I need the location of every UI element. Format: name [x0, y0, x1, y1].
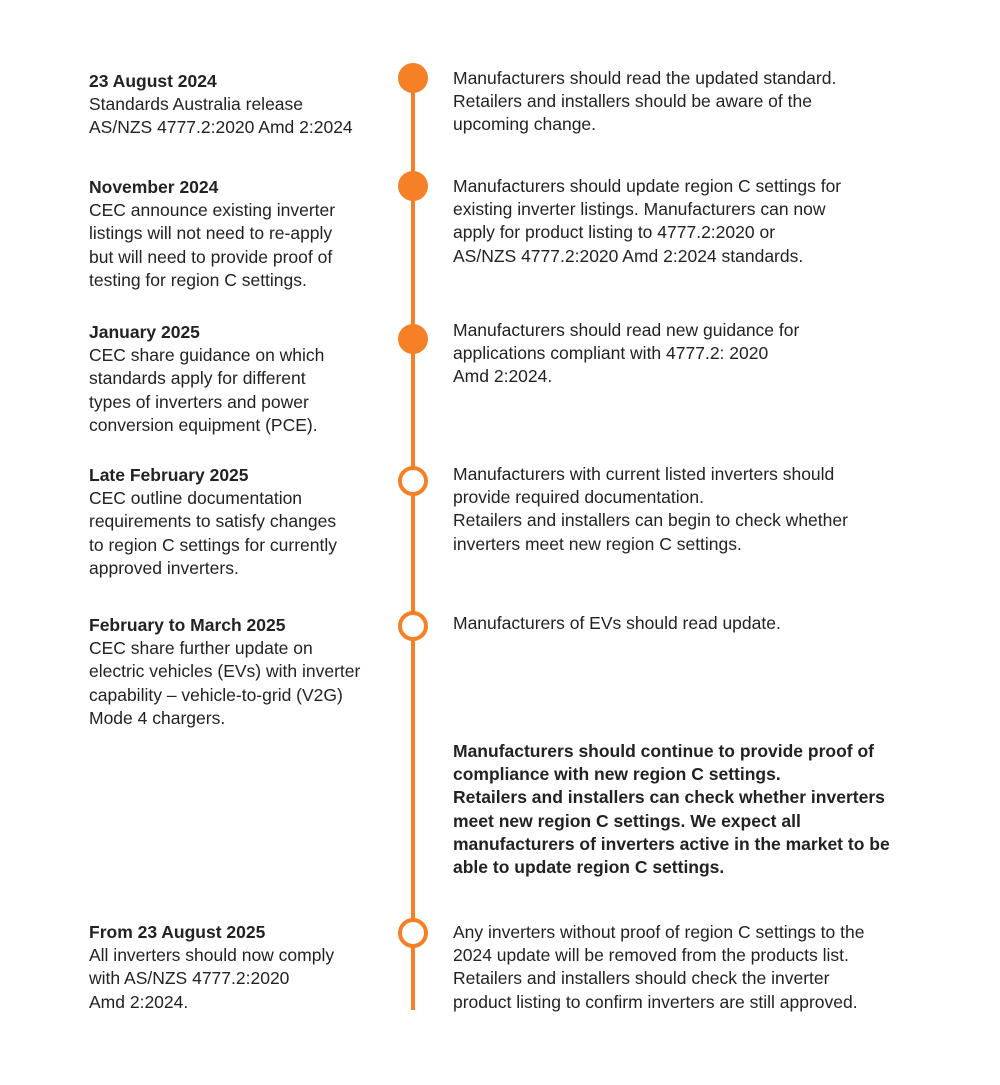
action-text-line: Manufacturers should update region C settings for [453, 176, 842, 196]
event-action [453, 463, 933, 556]
event-action [453, 319, 933, 389]
event-date: January 2025 [89, 322, 200, 342]
action-text-line: Any inverters without proof of region C settings to the [453, 922, 865, 942]
event-date: 23 August 2024 [89, 71, 217, 91]
action-text-line: upcoming change. [453, 114, 597, 135]
hollow-circle-marker-icon [398, 466, 428, 496]
event-action [453, 67, 933, 137]
action-text-line: apply for product listing to 4777.2:2020 or [453, 222, 776, 243]
event-text-line: Mode 4 chargers. [89, 707, 226, 728]
event-text-line: CEC announce existing inverter [89, 200, 336, 221]
event-text-line: CEC share guidance on which [89, 345, 325, 366]
event-text-line: requirements to satisfy changes [89, 511, 337, 532]
event-text-line: CEC share further update on [89, 638, 313, 659]
event-text-line: capability – vehicle-to-grid (V2G) [89, 684, 343, 705]
event-description [89, 921, 399, 1014]
event-text-line: testing for region C settings. [89, 269, 307, 290]
event-action [453, 175, 933, 268]
filled-circle-marker-icon [398, 324, 428, 354]
event-text-line: listings will not need to re-apply [89, 223, 333, 244]
note-line: manufacturers of inverters active in the market to be [453, 833, 890, 854]
hollow-circle-marker-icon [398, 918, 428, 948]
event-date: From 23 August 2025 [89, 922, 266, 942]
action-text-line: Retailers and installers can begin to check whether [453, 510, 848, 531]
note-line: Manufacturers should continue to provide proof of [453, 741, 874, 761]
action-text-line: AS/NZS 4777.2:2020 Amd 2:2024 standards. [453, 245, 804, 266]
event-description [89, 464, 399, 580]
event-text-line: but will need to provide proof of [89, 246, 333, 267]
event-text-line: Standards Australia release [89, 94, 304, 115]
event-text-line: standards apply for different [89, 368, 306, 389]
action-text-line: Manufacturers should read the updated standard. [453, 68, 837, 88]
note-line: able to update region C settings. [453, 857, 725, 878]
event-text-line: with AS/NZS 4777.2:2020 [89, 968, 290, 989]
event-description [89, 614, 399, 730]
event-action [453, 612, 933, 635]
event-text-line: to region C settings for currently [89, 534, 338, 555]
event-text-line: electric vehicles (EVs) with inverter [89, 661, 361, 682]
action-text-line: Amd 2:2024. [453, 366, 553, 387]
action-text-line: inverters meet new region C settings. [453, 533, 742, 554]
action-text-line: Manufacturers with current listed inverters should [453, 464, 835, 484]
event-date: Late February 2025 [89, 465, 249, 485]
action-text-line: Retailers and installers should check the inverter [453, 968, 830, 989]
event-description [89, 70, 399, 140]
event-text-line: approved inverters. [89, 557, 239, 578]
event-text-line: All inverters should now comply [89, 945, 335, 966]
action-text-line: product listing to confirm inverters are still approved. [453, 991, 858, 1012]
event-description [89, 176, 399, 292]
interim-note [453, 740, 933, 879]
event-action [453, 921, 933, 1014]
action-text-line: Manufacturers should read new guidance for [453, 320, 800, 340]
event-text-line: types of inverters and power [89, 391, 309, 412]
action-text-line: existing inverter listings. Manufacturers can now [453, 199, 826, 220]
event-date: November 2024 [89, 177, 219, 197]
event-text-line: conversion equipment (PCE). [89, 414, 318, 435]
event-date: February to March 2025 [89, 615, 286, 635]
event-text-line: Amd 2:2024. [89, 991, 189, 1012]
action-text-line: Manufacturers of EVs should read update. [453, 613, 781, 633]
note-line: Retailers and installers can check whether inverters [453, 787, 885, 808]
hollow-circle-marker-icon [398, 611, 428, 641]
action-text-line: provide required documentation. [453, 487, 704, 508]
event-text-line: CEC outline documentation [89, 488, 303, 509]
action-text-line: Retailers and installers should be aware of the [453, 91, 812, 112]
action-text-line: 2024 update will be removed from the products list. [453, 945, 849, 966]
note-line: compliance with new region C settings. [453, 764, 781, 785]
event-text-line: AS/NZS 4777.2:2020 Amd 2:2024 [89, 117, 353, 138]
action-text-line: applications compliant with 4777.2: 2020 [453, 343, 769, 364]
timeline-line [411, 70, 415, 1010]
filled-circle-marker-icon [398, 171, 428, 201]
filled-circle-marker-icon [398, 63, 428, 93]
event-description [89, 321, 399, 437]
note-line: meet new region C settings. We expect all [453, 810, 801, 831]
